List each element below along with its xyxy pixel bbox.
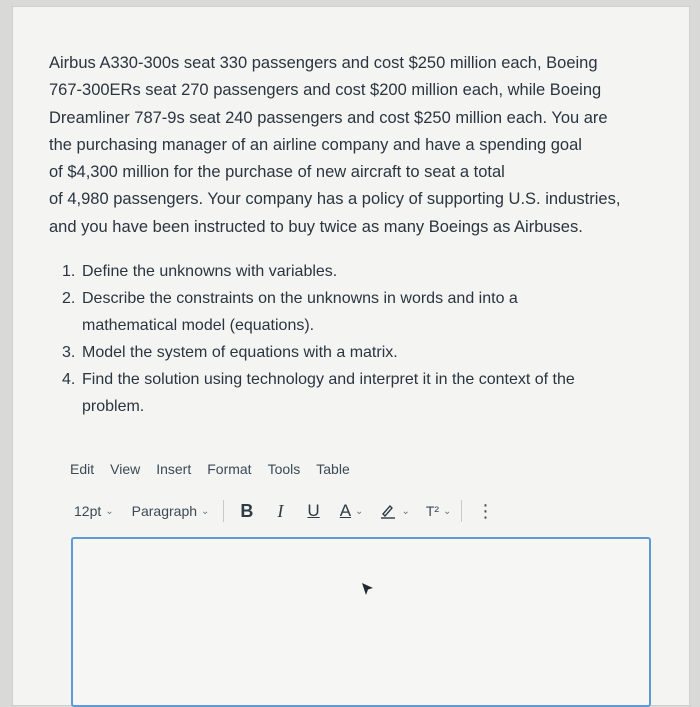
menu-tools[interactable]: Tools xyxy=(267,461,301,477)
chevron-down-icon: ⌄ xyxy=(443,505,452,517)
menu-insert[interactable]: Insert xyxy=(156,461,192,477)
task-item xyxy=(62,258,642,285)
menu-format[interactable]: Format xyxy=(207,461,252,477)
highlight-button[interactable] xyxy=(379,502,409,520)
highlighter-icon xyxy=(379,502,397,520)
mouse-cursor-icon xyxy=(361,582,375,598)
font-size-value: 12pt xyxy=(74,503,102,519)
question-line: of $4,300 million for the purchase of new aircraft to seat a total xyxy=(49,163,505,182)
block-format-value: Paragraph xyxy=(131,503,198,519)
task-text: Find the solution using technology and interpret it in the context of the xyxy=(82,371,575,388)
question-line: Airbus A330-300s seat 330 passengers and cost $250 million each, Boeing xyxy=(49,54,598,72)
text-color-button[interactable] xyxy=(340,501,364,521)
menu-table[interactable]: Table xyxy=(316,461,350,477)
task-item xyxy=(62,339,642,366)
question-line: and you have been instructed to buy twice as many Boeings as Airbuses. xyxy=(49,217,583,236)
task-text: Describe the constraints on the unknowns in words and into a xyxy=(82,290,518,307)
menu-view[interactable]: View xyxy=(110,461,141,477)
task-list xyxy=(62,258,642,420)
superscript-button[interactable] xyxy=(426,503,452,519)
task-text: Define the unknowns with variables. xyxy=(82,263,338,280)
text-color-icon: A xyxy=(339,501,352,520)
task-item xyxy=(62,366,642,420)
italic-button[interactable]: I xyxy=(277,500,284,521)
question-line: of 4,980 passengers. Your company has a policy of supporting U.S. industries, xyxy=(49,190,621,209)
bold-button[interactable]: B xyxy=(240,500,254,521)
chevron-down-icon: ⌄ xyxy=(105,505,114,517)
question-line: the purchasing manager of an airline company and have a spending goal xyxy=(49,135,582,154)
block-format-select[interactable] xyxy=(132,503,210,519)
task-number: 4. xyxy=(62,371,76,388)
menu-edit[interactable]: Edit xyxy=(70,461,95,477)
task-text: Model the system of equations with a matrix. xyxy=(82,344,398,361)
question-line: 767-300ERs seat 270 passengers and cost $200 million each, while Boeing xyxy=(49,81,602,100)
task-text: mathematical model (equations). xyxy=(82,317,315,334)
underline-button[interactable]: U xyxy=(307,501,320,520)
editor-menubar xyxy=(70,456,350,482)
chevron-down-icon: ⌄ xyxy=(401,505,410,517)
rich-text-editor-area[interactable] xyxy=(71,537,651,707)
toolbar-divider xyxy=(223,500,224,522)
font-size-select[interactable] xyxy=(74,503,114,519)
chevron-down-icon: ⌄ xyxy=(355,505,364,517)
task-number: 1. xyxy=(62,263,76,280)
task-number: 3. xyxy=(62,344,76,361)
task-item xyxy=(62,285,642,339)
task-number: 2. xyxy=(62,290,76,307)
toolbar-divider xyxy=(461,500,462,522)
editor-toolbar xyxy=(74,497,604,525)
chevron-down-icon: ⌄ xyxy=(201,505,210,517)
superscript-icon: T² xyxy=(425,503,440,519)
question-line: Dreamliner 787-9s seat 240 passengers and cost $250 million each. You are xyxy=(49,108,608,127)
more-options-button[interactable]: ⋮ xyxy=(476,500,495,521)
question-text xyxy=(49,50,649,241)
task-text: problem. xyxy=(82,398,145,415)
